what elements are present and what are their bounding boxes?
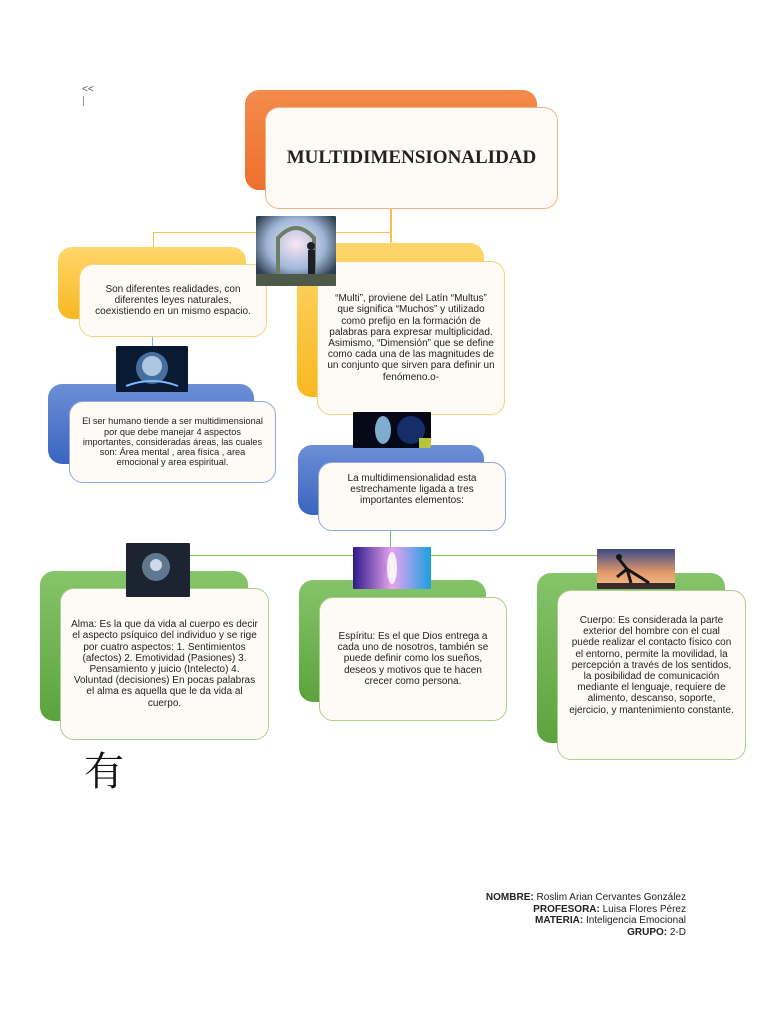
green-box-cuerpo: Cuerpo: Es considerada la parte exterior del hombre con el cual puede realizar el contacto físico con el entorno, permite la movilidad, la percepción a través de los sentidos, la posibilidad de comunicación mediante el lenguaje, requiere de alimento, descanso, soporte, ejercicio, y mantenimiento constante. [557,590,746,760]
page-title: MULTIDIMENSIONALIDAD [286,146,537,168]
footer-profesora: PROFESORA: Luisa Flores Pérez [533,903,686,915]
espiritu-image [353,547,431,589]
kanji-character: 有 [84,749,124,795]
blue-box-center: La multidimensionalidad esta estrechamente ligada a tres importantes elementos: [318,462,506,531]
footer-materia: MATERIA: Inteligencia Emocional [535,915,686,926]
footer-nombre: NOMBRE: Roslim Arian Cervantes González [485,892,686,903]
energy-figure-image [353,412,431,448]
yellow-box-right: “Multi”, proviene del Latín “Multus” que significa “Muchos” y utilizado como prefijo en la formación de palabras para expresar multiplicidad. Asimismo, “Dimensión” que se define como cada una de las magnitudes de un conjunto que sirven para definir un fenómeno.o- [317,261,505,415]
green-box-espiritu: Espíritu: Es el que Dios entrega a cada uno de nosotros, también se puede definir como los sueños, deseos y motivos que te hacen crecer como persona. [319,597,507,721]
alma-image [126,543,190,597]
footer-grupo: GRUPO: 2-D [627,926,686,938]
title-box [265,107,558,209]
page-marker: << [82,84,94,95]
cursor-bar [83,96,84,106]
blue-box-left: El ser humano tiende a ser multidimensional por que debe manejar 4 aspectos importantes, consideradas áreas, las cuales son: Área mental , area física , area emocional y area espiritual. [69,401,276,483]
portal-image [256,216,336,286]
connector [153,232,154,248]
yoga-image [597,549,675,589]
brain-head-image [116,346,188,392]
green-box-alma: Alma: Es la que da vida al cuerpo es decir el aspecto psíquico del individuo y se rige por cuatro aspectos: 1. Sentimientos (afectos) 2. Emotividad (Pasiones) 3. Pensamiento y juicio (Intelecto) 4. Voluntad (decisiones) En pocas palabras el alma es aquella que le da vida al cuerpo. [60,588,269,740]
yellow-box-left: Son diferentes realidades, con diferentes leyes naturales, coexistiendo en un mismo espacio. [79,264,267,337]
footer-info [380,892,686,938]
